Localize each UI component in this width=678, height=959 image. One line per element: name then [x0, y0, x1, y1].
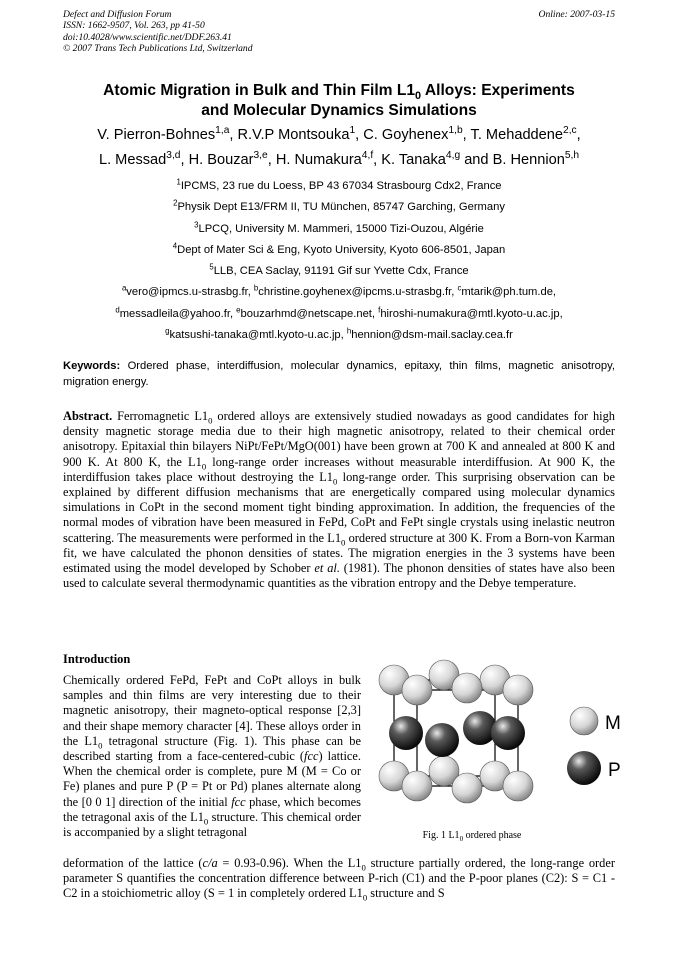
- legend: [567, 707, 621, 785]
- author-name: L. Messad: [98, 152, 167, 168]
- online-date: Online: 2007-03-15: [538, 9, 615, 20]
- p-atom: [425, 723, 459, 757]
- m-atom: [402, 675, 432, 705]
- author-name: H. Numakura: [275, 152, 362, 168]
- p-atom: [491, 716, 525, 750]
- affiliation-line: $^4$Dept of Mater Sci & Eng, Kyoto University, Kyoto 606-8501, Japan: [172, 241, 506, 256]
- keywords-text: Ordered phase, interdiffusion, molecular dynamics, epitaxy, thin films, magnetic anisotropy, migration energy.: [63, 360, 615, 388]
- journal-header: [63, 9, 253, 55]
- affiliation-line: $^5$LLB, CEA Saclay, 91191 Gif sur Yvette Cdx, France: [209, 262, 469, 278]
- author-name: V. Pierron-Bohnes: [97, 127, 216, 143]
- affiliation-line: $^3$LPCQ, University M. Mammeri, 15000 Tizi-Ouzou, Algérie: [194, 219, 484, 235]
- email-line: $^d$messadleila@yahoo.fr, $^e$bouzarhmd@netscape.net, $^f$hiroshi-numakura@mtl.kyoto-u.ac.jp,: [115, 305, 563, 320]
- author-name: T. Mehaddene: [470, 127, 564, 143]
- author-name: B. Hennion: [492, 152, 565, 168]
- l10-structure-figure: [372, 658, 622, 818]
- abstract: Abstract. Ferromagnetic $L1_0$ ordered alloys are extensively studied nowadays as good candidates for high density magnetic storage media due to their high magnetic anisotropy, related to their chemical order anisotropy. Epitaxial thin bilayers NiPt/FePt/MgO(001) have been grown at 700 K and annealed at 800 K and 900 K. At 800 K, the $L1_0$ long-range order increases without measurable interdiffusion. At 900 K, the interdiffusion takes place without destroying the $L1_0$ long-range order. This surprising observation can be explained by different diffusion mechanisms that are energetically compared using molecular dynamics simulations in CoPt in the second moment tight binding approximation. In addition, the frequencies of the normal modes of vibration have been measured in FePd, CoPt and FePt single crystals using inelastic neutron scattering. The measurements were performed in the $L1_0$ ordered structure at 300 K. From a Born-von Karman fit, we have calculated the phonon densities of states. The migration energies in the 3 systems have been estimated using the model developed by Schober et al. (1981). The phonon densities of states have also been used to calculate several thermodynamic quantities as the vibration entropy and the Debye temperature.: [63, 409, 616, 591]
- author-name: R.V.P Montsouka: [237, 127, 350, 143]
- legend-p-label: P: [608, 760, 621, 781]
- m-atom: [503, 771, 533, 801]
- author-name: K. Tanaka: [381, 152, 446, 168]
- affiliation-line: $^1$IPCMS, 23 rue du Loess, BP 43 67034 Strasbourg Cdx2, France: [176, 177, 502, 192]
- section-heading: Introduction: [63, 652, 131, 666]
- author-list: V. Pierron-Bohnes$^{1,a}$, R.V.P Montsouka$^1$, C. Goyhenex$^{1,b}$, T. Mehaddene$^{2,c}$, L. Messad$^{3,d}$, H. Bouzar$^{3,e}$, H. Numakura$^{4,f}$, K. Tanaka$^{4,g}$ and B. Hennion$^{5,h}$: [97, 125, 581, 168]
- legend-m-atom: [570, 707, 598, 735]
- back-atoms: [379, 660, 525, 791]
- m-atom: [452, 773, 482, 803]
- keywords: [63, 359, 615, 390]
- copyright-line: © 2007 Trans Tech Publications Ltd, Switzerland: [63, 43, 253, 55]
- abstract-label: Abstract.: [63, 409, 113, 423]
- m-atom: [402, 771, 432, 801]
- m-atom: [503, 675, 533, 705]
- legend-p-atom: [567, 751, 601, 785]
- paper-title: Atomic Migration in Bulk and Thin Film $L1_0$ Alloys: Experiments and Molecular Dynamics Simulations: [103, 82, 575, 119]
- m-atom: [452, 673, 482, 703]
- email-line: $^a$vero@ipmcs.u-strasbg.fr, $^b$christine.goyhenex@ipcms.u-strasbg.fr, $^c$mtarik@ph.tum.de,: [121, 283, 557, 299]
- author-name: C. Goyhenex: [363, 127, 449, 143]
- affiliation-line: $^2$Physik Dept E13/FRM II, TU München, 85747 Garching, Germany: [173, 198, 505, 214]
- author-name: H. Bouzar: [188, 152, 254, 168]
- legend-m-label: M: [605, 713, 621, 734]
- p-atom: [389, 716, 423, 750]
- figure-caption: Fig. 1 $L1_0$ ordered phase: [422, 830, 522, 843]
- affiliations: [63, 176, 615, 346]
- intro-paragraph: Chemically ordered FePd, FePt and CoPt alloys in bulk samples and thin films are very interesting due to their magnetic anisotropy, their magneto-optical response [2,3] and their shape memory character [4]. These alloys order in the $L1_0$ tetragonal structure (Fig. 1). This phase can be described starting from a face-centered-cubic (fcc) lattice. When the chemical order is complete, pure M (M = Co or Fe) planes and pure P (P = Pt or Pd) planes alternate along the [0 0 1] direction of the initial fcc phase, which becomes the tetragonal axis of the $L1_0$ structure. This chemical order is accompanied by a slight tetragonal: [63, 673, 362, 840]
- email-line: $^g$katsushi-tanaka@mtl.kyoto-u.ac.jp, $^h$hennion@dsm-mail.saclay.cea.fr: [165, 326, 513, 342]
- issn-line: ISSN: 1662-9507, Vol. 263, pp 41-50: [63, 20, 205, 32]
- intro-paragraph-continued: deformation of the lattice (c/a = 0.93-0.96). When the $L1_0$ structure partially ordered, the long-range order parameter S quantifies the concentration difference between P-rich (C1) and the P-poor planes (C2): S = C1 - C2 in a stoichiometric alloy (S = 1 in completely ordered $L1_0$ structure and S: [63, 856, 615, 903]
- journal-name: Defect and Diffusion Forum: [63, 9, 172, 20]
- keywords-label: Keywords:: [63, 360, 121, 372]
- doi-line: doi:10.4028/www.scientific.net/DDF.263.41: [63, 31, 232, 43]
